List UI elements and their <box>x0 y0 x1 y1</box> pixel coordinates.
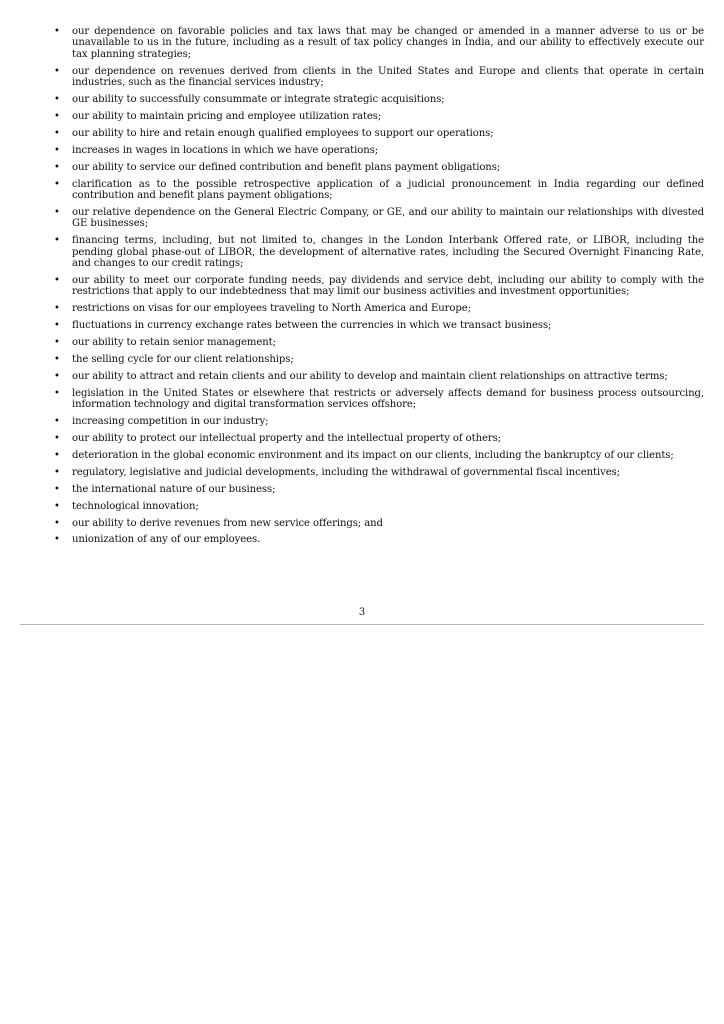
risk-factor-text: increases in wages in locations in which we have operations; <box>72 144 379 156</box>
risk-factor-text: our ability to retain senior management; <box>72 337 276 349</box>
bullet-icon: • <box>54 370 60 382</box>
risk-factor-item <box>54 433 704 444</box>
risk-factor-text: our ability to meet our corporate funding needs, pay dividends and service debt, including our ability to comply with the restrictions that apply to our indebtedness that may limit our business activities and investment opportunities; <box>72 274 704 298</box>
bullet-icon: • <box>54 432 60 444</box>
risk-factor-text: restrictions on visas for our employees traveling to North America and Europe; <box>72 303 471 315</box>
page-number: 3 <box>358 607 366 618</box>
risk-factor-text: our relative dependence on the General Electric Company, or GE, and our ability to maintain our relationships with divested GE businesses; <box>72 206 704 230</box>
risk-factor-text: the selling cycle for our client relationships; <box>72 353 294 365</box>
risk-factor-item <box>54 207 704 230</box>
risk-factor-item <box>54 94 704 105</box>
bullet-icon: • <box>54 161 60 173</box>
bullet-icon: • <box>54 337 60 349</box>
risk-factor-item <box>54 534 704 545</box>
bullet-icon: • <box>54 500 60 512</box>
bullet-icon: • <box>54 466 60 478</box>
risk-factor-item <box>54 388 704 411</box>
risk-factor-item <box>54 303 704 314</box>
bullet-icon: • <box>54 235 60 247</box>
risk-factor-item <box>54 111 704 122</box>
risk-factor-item <box>54 484 704 495</box>
risk-factor-list <box>54 26 704 551</box>
risk-factor-item <box>54 337 704 348</box>
risk-factor-text: regulatory, legislative and judicial developments, including the withdrawal of governmental fiscal incentives; <box>72 466 620 478</box>
page-divider <box>20 624 704 625</box>
risk-factor-text: financing terms, including, but not limited to, changes in the London Interbank Offered rate, or LIBOR, including the pending global phase-out of LIBOR, the development of alternative rates, including the Secured Overnight Financing Rate, and changes to our credit ratings; <box>72 235 704 269</box>
risk-factor-text: unionization of any of our employees. <box>72 534 261 546</box>
bullet-icon: • <box>54 274 60 286</box>
bullet-icon: • <box>54 303 60 315</box>
risk-factor-text: our ability to hire and retain enough qualified employees to support our operations; <box>72 127 494 139</box>
bullet-icon: • <box>54 127 60 139</box>
risk-factor-text: our ability to attract and retain clients and our ability to develop and maintain client relationships on attractive terms; <box>72 370 668 382</box>
risk-factor-text: increasing competition in our industry; <box>72 416 269 428</box>
bullet-icon: • <box>54 178 60 190</box>
bullet-icon: • <box>54 416 60 428</box>
risk-factor-item <box>54 467 704 478</box>
bullet-icon: • <box>54 144 60 156</box>
bullet-icon: • <box>54 65 60 77</box>
risk-factor-item <box>54 416 704 427</box>
risk-factor-item <box>54 371 704 382</box>
risk-factor-item <box>54 26 704 60</box>
risk-factor-item <box>54 179 704 202</box>
risk-factor-text: technological innovation; <box>72 500 199 512</box>
bullet-icon: • <box>54 517 60 529</box>
bullet-icon: • <box>54 534 60 546</box>
bullet-icon: • <box>54 387 60 399</box>
risk-factor-item <box>54 145 704 156</box>
risk-factor-item <box>54 235 704 269</box>
risk-factor-text: our ability to derive revenues from new service offerings; and <box>72 517 383 529</box>
risk-factor-item <box>54 518 704 529</box>
risk-factor-item <box>54 501 704 512</box>
bullet-icon: • <box>54 110 60 122</box>
risk-factor-item <box>54 66 704 89</box>
bullet-icon: • <box>54 483 60 495</box>
risk-factor-text: fluctuations in currency exchange rates between the currencies in which we transact business; <box>72 320 552 332</box>
bullet-icon: • <box>54 353 60 365</box>
risk-factor-item <box>54 128 704 139</box>
risk-factor-text: clarification as to the possible retrospective application of a judicial pronouncement in India regarding our defined contribution and benefit plans payment obligations; <box>72 178 704 201</box>
risk-factor-text: our dependence on favorable policies and tax laws that may be changed or amended in a manner adverse to us or be unavailable to us in the future, including as a result of tax policy changes in India, and our ability to effectively execute our tax planning strategies; <box>72 26 704 60</box>
bullet-icon: • <box>54 320 60 332</box>
risk-factor-text: the international nature of our business; <box>72 483 276 495</box>
risk-factor-text: our ability to service our defined contribution and benefit plans payment obligations; <box>72 161 501 173</box>
risk-factor-text: our ability to protect our intellectual property and the intellectual property of others; <box>72 432 501 444</box>
risk-factor-item <box>54 354 704 365</box>
risk-factor-item <box>54 162 704 173</box>
risk-factor-text: our dependence on revenues derived from clients in the United States and Europe and clients that operate in certain industries, such as the financial services industry; <box>72 65 704 89</box>
risk-factor-item <box>54 450 704 461</box>
risk-factor-text: our ability to successfully consummate or integrate strategic acquisitions; <box>72 94 445 106</box>
risk-factor-text: deterioration in the global economic environment and its impact on our clients, including the bankruptcy of our clients; <box>72 449 674 461</box>
risk-factor-text: our ability to maintain pricing and employee utilization rates; <box>72 110 382 122</box>
bullet-icon: • <box>54 206 60 218</box>
risk-factor-item <box>54 320 704 331</box>
bullet-icon: • <box>54 26 60 37</box>
bullet-icon: • <box>54 449 60 461</box>
risk-factor-item <box>54 275 704 298</box>
bullet-icon: • <box>54 94 60 106</box>
risk-factor-text: legislation in the United States or elsewhere that restricts or adversely affects demand for business process outsourcing, information technology and digital transformation services offshore; <box>72 387 704 411</box>
